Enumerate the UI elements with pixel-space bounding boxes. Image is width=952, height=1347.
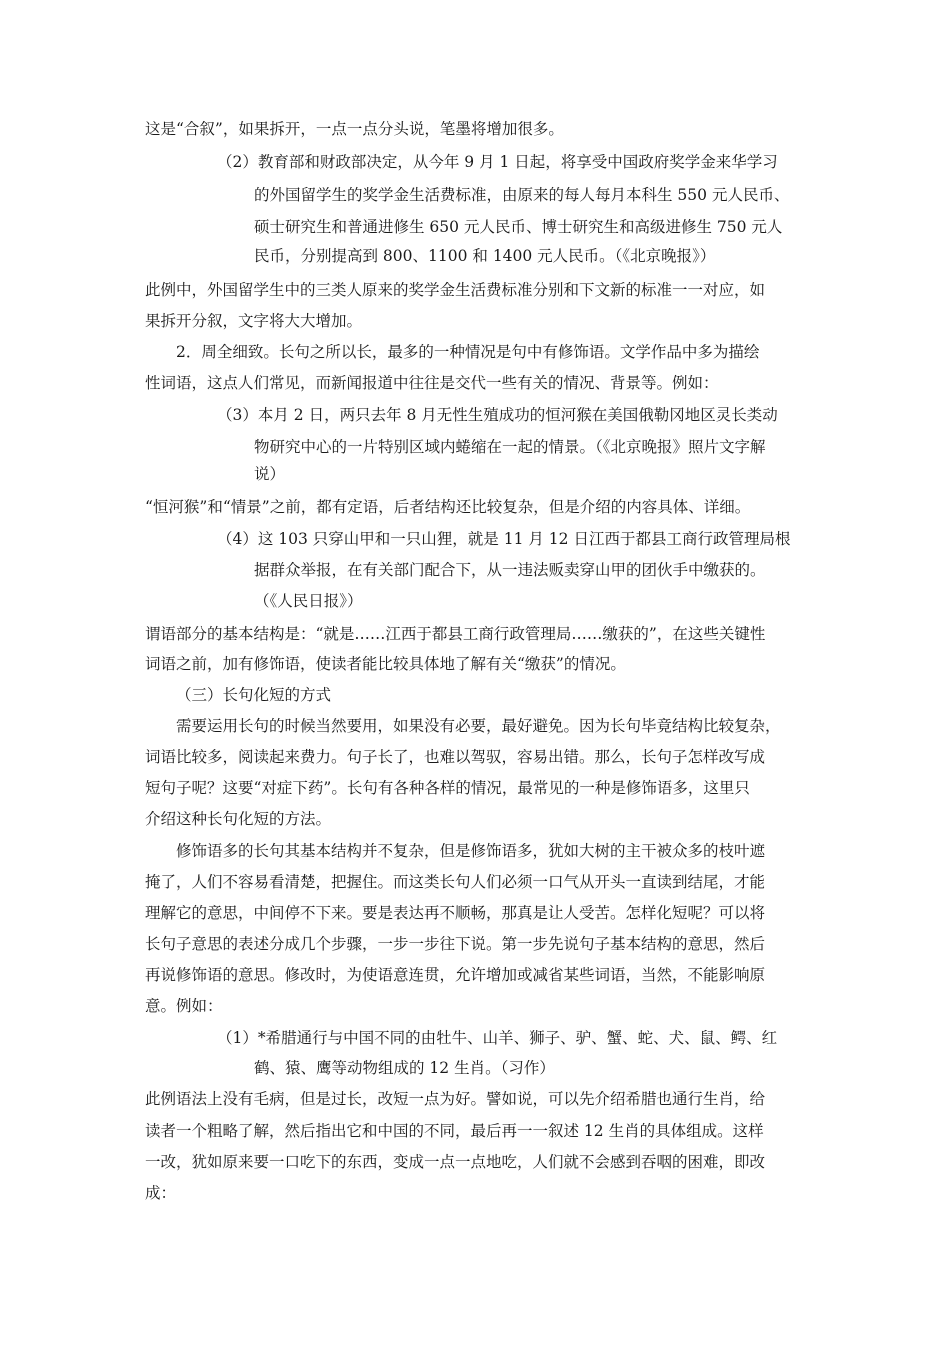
- example-line: （1）*希腊通行与中国不同的由牡牛、山羊、狮子、驴、蟹、蛇、犬、鼠、鳄、红: [217, 1029, 778, 1047]
- paragraph-line: 词语之前，加有修饰语，使读者能比较具体地了解有关“缴获”的情况。: [145, 655, 626, 673]
- example-line: 物研究中心的一片特别区域内蜷缩在一起的情景。（《北京晚报》照片文字解: [254, 438, 766, 456]
- example-line: 的外国留学生的奖学金生活费标准，由原来的每人每月本科生 550 元人民币、: [254, 186, 790, 204]
- paragraph-line: 词语比较多，阅读起来费力。句子长了，也难以驾驭，容易出错。那么，长句子怎样改写成: [145, 748, 766, 766]
- paragraph-line: 此例中，外国留学生中的三类人原来的奖学金生活费标准分别和下文新的标准一一对应，如: [145, 281, 766, 299]
- paragraph-line: 这是“合叙”，如果拆开，一点一点分头说，笔墨将增加很多。: [145, 120, 564, 138]
- paragraph-line: 介绍这种长句化短的方法。: [145, 810, 332, 828]
- paragraph-line: 意。例如：: [145, 997, 223, 1015]
- paragraph-line: 理解它的意思，中间停不下来。要是表达再不顺畅，那真是让人受苦。怎样化短呢？可以将: [145, 904, 766, 922]
- paragraph-line: 长句子意思的表述分成几个步骤，一步一步往下说。第一步先说句子基本结构的意思，然后: [145, 935, 766, 953]
- paragraph-line: 短句子呢？这要“对症下药”。长句有各种各样的情况，最常见的一种是修饰语多，这里只: [145, 779, 750, 797]
- paragraph-line: 谓语部分的基本结构是：“就是……江西于都县工商行政管理局……缴获的”，在这些关键性: [145, 625, 766, 643]
- paragraph-line: 性词语，这点人们常见，而新闻报道中往往是交代一些有关的情况、背景等。例如：: [145, 374, 719, 392]
- paragraph-line: 此例语法上没有毛病，但是过长，改短一点为好。譬如说，可以先介绍希腊也通行生肖，给: [145, 1090, 766, 1108]
- example-line: （《人民日报》）: [254, 592, 363, 610]
- paragraph-line: 一改，犹如原来要一口吃下的东西，变成一点一点地吃，人们就不会感到吞咽的困难，即改: [145, 1153, 766, 1171]
- paragraph-line: 修饰语多的长句其基本结构并不复杂，但是修饰语多，犹如大树的主干被众多的枝叶遮: [176, 842, 766, 860]
- paragraph-line: 成：: [145, 1184, 177, 1202]
- paragraph-line: 掩了，人们不容易看清楚，把握住。而这类长句人们必须一口气从开头一直读到结尾，才能: [145, 873, 766, 891]
- paragraph-line: 读者一个粗略了解，然后指出它和中国的不同，最后再一一叙述 12 生肖的具体组成。这样: [145, 1122, 764, 1140]
- example-line: （4）这 103 只穿山甲和一只山狸，就是 11 月 12 日江西于都县工商行政管理局根: [217, 530, 791, 548]
- paragraph-line: 2．周全细致。长句之所以长，最多的一种情况是句中有修饰语。文学作品中多为描绘: [176, 343, 760, 361]
- example-line: 说）: [254, 465, 286, 483]
- section-heading: （三）长句化短的方式: [176, 686, 332, 704]
- paragraph-line: 再说修饰语的意思。修改时，为使语意连贯，允许增加或减省某些词语，当然，不能影响原: [145, 966, 766, 984]
- example-line: 民币，分别提高到 800、1100 和 1400 元人民币。（《北京晚报》）: [254, 247, 716, 265]
- example-line: 据群众举报，在有关部门配合下，从一违法贩卖穿山甲的团伙手中缴获的。: [254, 561, 766, 579]
- example-line: 鹤、猿、鹰等动物组成的 12 生肖。（习作）: [254, 1059, 555, 1077]
- paragraph-line: “恒河猴”和“情景”之前，都有定语，后者结构还比较复杂，但是介绍的内容具体、详细。: [145, 498, 751, 516]
- example-line: （2）教育部和财政部决定，从今年 9 月 1 日起，将享受中国政府奖学金来华学习: [217, 153, 778, 171]
- example-line: （3）本月 2 日，两只去年 8 月无性生殖成功的恒河猴在美国俄勒冈地区灵长类动: [217, 406, 778, 424]
- example-line: 硕士研究生和普通进修生 650 元人民币、博士研究生和高级进修生 750 元人: [254, 218, 783, 236]
- paragraph-line: 需要运用长句的时候当然要用，如果没有必要，最好避免。因为长句毕竟结构比较复杂，: [176, 717, 781, 735]
- paragraph-line: 果拆开分叙，文字将大大增加。: [145, 312, 363, 330]
